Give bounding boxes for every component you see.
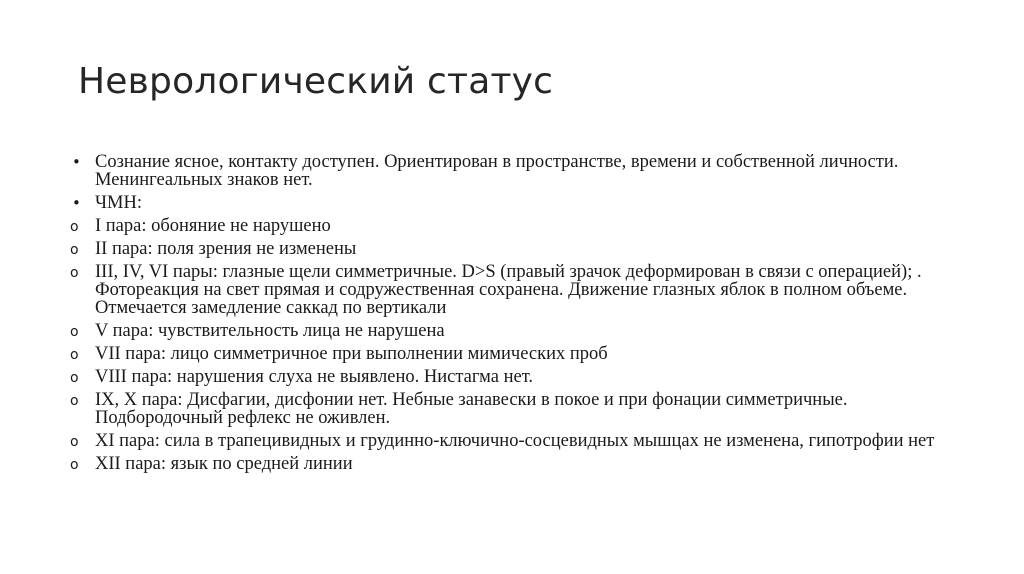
list-item-text: XI пара: сила в трапецивидных и грудинно-ключично-сосцевидных мышцах не изменена, гипотрофии нет <box>95 431 935 451</box>
slide-title: Неврологический статус <box>78 61 554 102</box>
circle-marker: o <box>70 434 79 450</box>
list-item-text: ЧМН: <box>95 193 142 213</box>
list-item <box>70 455 960 473</box>
list-item-text: VII пара: лицо симметричное при выполнении мимических проб <box>95 344 608 364</box>
list-item <box>70 153 960 189</box>
list-item <box>70 322 960 340</box>
list-item-text: II пара: поля зрения не изменены <box>95 239 357 259</box>
list-item-text: III, IV, VI пары: глазные щели симметричные. D>S (правый зрачок деформирован в связи с операцией); . Фотореакция на свет прямая и содружественная сохранена. Движение глазных яблок в полном объеме. Отмечается замедление саккад по вертикали <box>95 262 922 318</box>
list-item <box>70 217 960 235</box>
circle-marker: o <box>70 242 79 258</box>
list-item <box>70 345 960 363</box>
list-item-text: I пара: обоняние не нарушено <box>95 216 331 236</box>
list-item-text: XII пара: язык по средней линии <box>95 454 353 474</box>
list-item-text: V пара: чувствительность лица не нарушена <box>95 321 445 341</box>
list-item-text: IX, X пара: Дисфагии, дисфонии нет. Небные занавески в покое и при фонации симметричные. Подбородочный рефлекс не оживлен. <box>95 390 848 428</box>
list-item <box>70 368 960 386</box>
list-item <box>70 432 960 450</box>
list-item-text: Сознание ясное, контакту доступен. Ориентирован в пространстве, времени и собственной личности. Менингеальных знаков нет. <box>95 152 899 190</box>
content-list <box>70 153 960 478</box>
circle-marker: o <box>70 324 79 340</box>
bullet-marker: • <box>72 194 81 212</box>
circle-marker: o <box>70 393 79 409</box>
list-item <box>70 240 960 258</box>
bullet-marker: • <box>72 153 81 171</box>
circle-marker: o <box>70 347 79 363</box>
circle-marker: o <box>70 457 79 473</box>
list-item <box>70 194 960 212</box>
list-item <box>70 391 960 427</box>
list-item <box>70 263 960 317</box>
circle-marker: o <box>70 219 79 235</box>
circle-marker: o <box>70 265 79 281</box>
circle-marker: o <box>70 370 79 386</box>
list-item-text: VIII пара: нарушения слуха не выявлено. Нистагма нет. <box>95 367 534 387</box>
